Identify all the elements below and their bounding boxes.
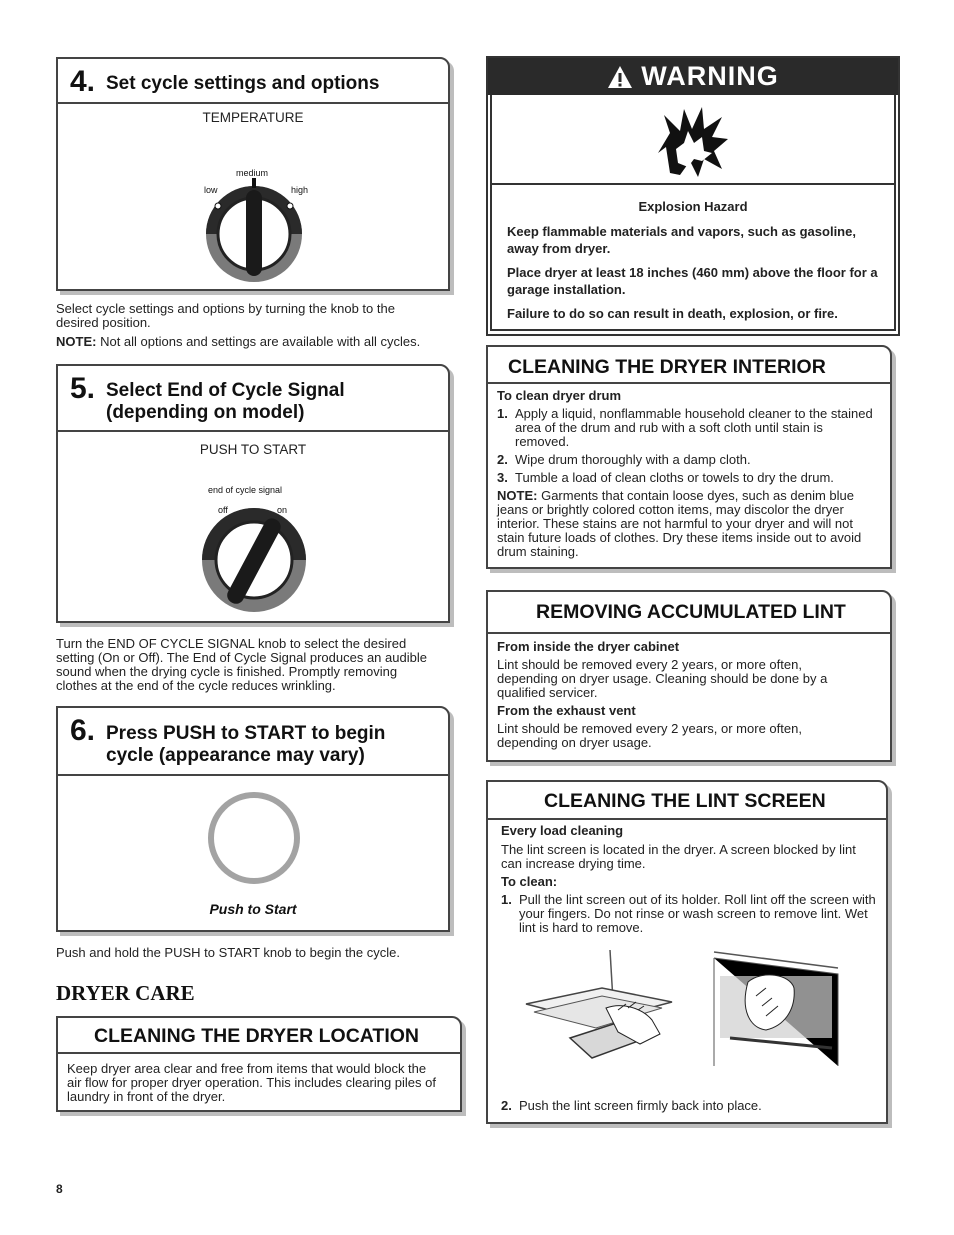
step5-caption: PUSH TO START xyxy=(199,442,307,457)
interior-panel xyxy=(486,345,892,569)
dryer-location-text: Keep dryer area clear and free from items that would block the air flow for proper dryer operation. This includes clearing piles of laundry in front of the dryer. xyxy=(67,1061,436,1104)
push-to-start-ring-icon xyxy=(58,790,448,890)
step5-panel xyxy=(56,364,450,623)
warning-panel xyxy=(486,56,900,336)
step4-number: 4. xyxy=(70,65,96,98)
knob-title-label: end of cycle signal xyxy=(208,485,283,495)
warning-line3: Failure to do so can result in death, explosion, or fire. xyxy=(507,306,838,321)
interior-item-2-number: 2. xyxy=(497,452,508,467)
knob-medium-label: medium xyxy=(236,168,269,178)
lint-screen-text: The lint screen is located in the dryer. A screen blocked by lint can increase drying time. xyxy=(501,842,856,871)
lint-screen-removal-illustration xyxy=(522,948,682,1078)
lint-screen-item-1-number: 1. xyxy=(501,892,512,907)
step6-title-line1: Press PUSH to START to begin xyxy=(106,723,386,744)
interior-item-3-text: Tumble a load of clean cloths or towels to dry the drum. xyxy=(515,470,834,485)
lint-text-cabinet: Lint should be removed every 2 years, or more often, depending on dryer usage. Cleaning should be done by a qualified servicer. xyxy=(497,657,828,700)
interior-item-1-text: Apply a liquid, nonflammable household cleaner to the stained area of the drum and rub with a soft cloth until stain is removed. xyxy=(515,406,873,449)
step4-panel xyxy=(56,57,450,291)
interior-note-text: Garments that contain loose dyes, such as denim blue jeans or brightly colored cotton items, may discolor the dryer interior. These stains are not harmful to your dryer and will not stain future loads of clothes. Dry these items inside out to avoid drum staining. xyxy=(497,488,862,559)
lint-screen-item-2-text: Push the lint screen firmly back into place. xyxy=(519,1098,762,1113)
temperature-knob-icon xyxy=(58,164,448,314)
lint-screen-subhead-every-load: Every load cleaning xyxy=(501,823,624,838)
interior-note-label: NOTE: xyxy=(497,488,538,503)
step6-panel xyxy=(56,706,450,932)
interior-item-3 xyxy=(497,471,880,485)
interior-subhead: To clean dryer drum xyxy=(497,388,622,403)
dryer-location-title: CLEANING THE DRYER LOCATION xyxy=(94,1025,419,1047)
warning-title: WARNING xyxy=(641,61,779,91)
warning-line1: Keep flammable materials and vapors, such as gasoline, away from dryer. xyxy=(507,224,856,256)
interior-item-1 xyxy=(497,407,880,449)
lint-panel xyxy=(486,590,892,762)
step6-description: Push and hold the PUSH to START knob to begin the cycle. xyxy=(56,945,400,960)
step6-number: 6. xyxy=(70,714,96,747)
step4-description: Select cycle settings and options by turning the knob to the desired position. xyxy=(56,301,395,330)
knob-off-label: off xyxy=(218,505,228,515)
end-of-cycle-knob-icon xyxy=(58,480,448,620)
knob-low-label: low xyxy=(204,185,218,195)
lint-screen-rolling-illustration xyxy=(710,948,842,1068)
explosion-icon xyxy=(654,103,734,183)
step4-caption: TEMPERATURE xyxy=(202,110,304,125)
lint-text-vent: Lint should be removed every 2 years, or more often, depending on dryer usage. xyxy=(497,721,802,750)
interior-item-1-number: 1. xyxy=(497,406,508,421)
lint-screen-item-1 xyxy=(501,893,876,935)
step4-note-label: NOTE: xyxy=(56,334,97,349)
step5-title-line2: (depending on model) xyxy=(106,402,305,423)
step5-number: 5. xyxy=(70,372,96,405)
step4-note-text: Not all options and settings are available with all cycles. xyxy=(100,334,421,349)
step4-title: Set cycle settings and options xyxy=(106,73,380,94)
warning-header xyxy=(488,58,898,95)
lint-title: REMOVING ACCUMULATED LINT xyxy=(536,601,846,623)
interior-item-2 xyxy=(497,453,880,467)
page-number: 8 xyxy=(56,1182,63,1196)
push-to-start-label: Push to Start xyxy=(209,901,297,917)
interior-note xyxy=(497,489,880,559)
warning-hazard: Explosion Hazard xyxy=(638,199,748,214)
interior-title: CLEANING THE DRYER INTERIOR xyxy=(508,356,826,378)
knob-on-label: on xyxy=(277,505,288,515)
interior-item-2-text: Wipe drum thoroughly with a damp cloth. xyxy=(515,452,751,467)
step4-note xyxy=(56,335,456,349)
dryer-care-heading: DRYER CARE xyxy=(56,981,195,1005)
lint-screen-panel xyxy=(486,780,888,1124)
lint-subhead-vent: From the exhaust vent xyxy=(497,703,636,718)
lint-screen-item-2 xyxy=(501,1099,871,1113)
step5-title-line1: Select End of Cycle Signal xyxy=(106,380,345,401)
step6-title-line2: cycle (appearance may vary) xyxy=(106,745,365,766)
lint-screen-subhead-to-clean: To clean: xyxy=(501,874,558,889)
lint-subhead-cabinet: From inside the dryer cabinet xyxy=(497,639,680,654)
warning-line2: Place dryer at least 18 inches (460 mm) above the floor for a garage installation. xyxy=(507,265,878,297)
knob-high-label: high xyxy=(291,185,309,195)
lint-screen-item-2-number: 2. xyxy=(501,1098,512,1113)
interior-item-3-number: 3. xyxy=(497,470,508,485)
explosion-image-area xyxy=(490,95,896,185)
lint-screen-title: CLEANING THE LINT SCREEN xyxy=(544,790,826,812)
step5-description: Turn the END OF CYCLE SIGNAL knob to select the desired setting (On or Off). The End of Cycle Signal produces an audible sound when the drying cycle is finished. Promptly removing clothes at the end of the cycle reduces wrinkling. xyxy=(56,636,427,693)
lint-screen-item-1-text: Pull the lint screen out of its holder. Roll lint off the screen with your fingers. Do not rinse or wash screen to remove lint. Wet lint is hard to remove. xyxy=(519,892,876,935)
dryer-location-panel xyxy=(56,1016,462,1112)
warning-triangle-icon xyxy=(607,65,633,89)
